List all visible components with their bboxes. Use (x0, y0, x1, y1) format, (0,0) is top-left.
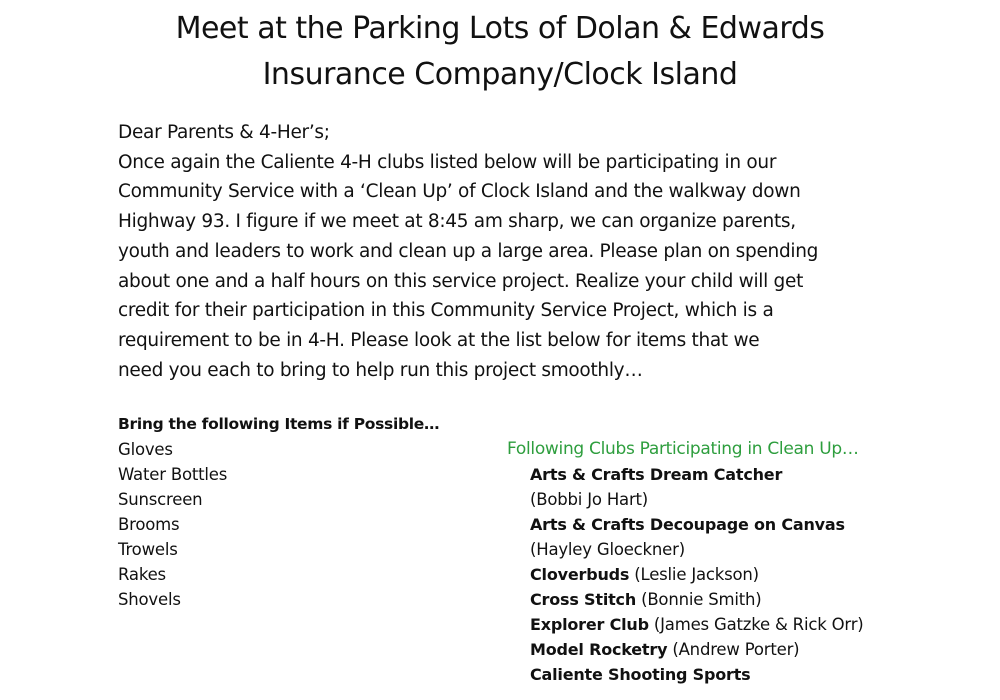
club-leader: (Bonnie Smith) (636, 590, 762, 609)
club-entry (507, 512, 987, 537)
club-leader: (Leslie Jackson) (629, 565, 759, 584)
list-item: Water Bottles (118, 465, 228, 484)
club-name: Caliente Shooting Sports (530, 665, 751, 684)
list-item: Gloves (118, 440, 173, 459)
club-entry (507, 537, 987, 562)
title-line-2: Insurance Company/Clock Island (262, 57, 738, 92)
list-item: Trowels (118, 540, 178, 559)
list-item: Shovels (118, 590, 181, 609)
letter-line: about one and a half hours on this service project. Realize your child will get (118, 270, 804, 292)
items-heading: Bring the following Items if Possible… (118, 415, 440, 433)
club-leader: (Bobbi Jo Hart) (530, 490, 649, 509)
club-entry (507, 462, 987, 487)
letter-line: Community Service with a ‘Clean Up’ of Clock Island and the walkway down (118, 181, 801, 203)
club-leader: (Hayley Gloeckner) (530, 540, 685, 559)
letter-line: credit for their participation in this Community Service Project, which is a (118, 300, 774, 322)
club-leader: (James Gatzke & Rick Orr) (648, 615, 864, 634)
letter-line: requirement to be in 4-H. Please look at the list below for items that we (118, 329, 760, 351)
club-name: Model Rocketry (530, 640, 668, 659)
letter-line: Once again the Caliente 4-H clubs listed below will be participating in our (118, 151, 777, 173)
letter-line: need you each to bring to help run this project smoothly… (118, 359, 643, 381)
items-list (118, 412, 498, 612)
letter-body (118, 118, 898, 385)
letter-line: Highway 93. I figure if we meet at 8:45 am sharp, we can organize parents, (118, 211, 796, 233)
club-entry (507, 562, 987, 587)
club-name: Arts & Crafts Decoupage on Canvas (530, 515, 845, 534)
club-entry (507, 487, 987, 512)
clubs-heading: Following Clubs Participating in Clean Up… (507, 439, 859, 459)
club-entry (507, 637, 987, 662)
club-entry (507, 587, 987, 612)
clubs-list (507, 437, 987, 687)
club-name: Explorer Club (530, 615, 649, 634)
club-name: Cloverbuds (530, 565, 630, 584)
title-line-1: Meet at the Parking Lots of Dolan & Edwards (175, 11, 825, 46)
letter-greeting: Dear Parents & 4-Her’s; (118, 122, 330, 143)
page-title (0, 6, 1000, 98)
list-item: Sunscreen (118, 490, 203, 509)
club-leader: (Andrew Porter) (667, 640, 800, 659)
list-item: Rakes (118, 565, 166, 584)
letter-line: youth and leaders to work and clean up a large area. Please plan on spending (118, 240, 819, 262)
club-entry (507, 662, 987, 687)
club-name: Arts & Crafts Dream Catcher (530, 465, 783, 484)
club-entry (507, 612, 987, 637)
list-item: Brooms (118, 515, 180, 534)
club-name: Cross Stitch (530, 590, 637, 609)
